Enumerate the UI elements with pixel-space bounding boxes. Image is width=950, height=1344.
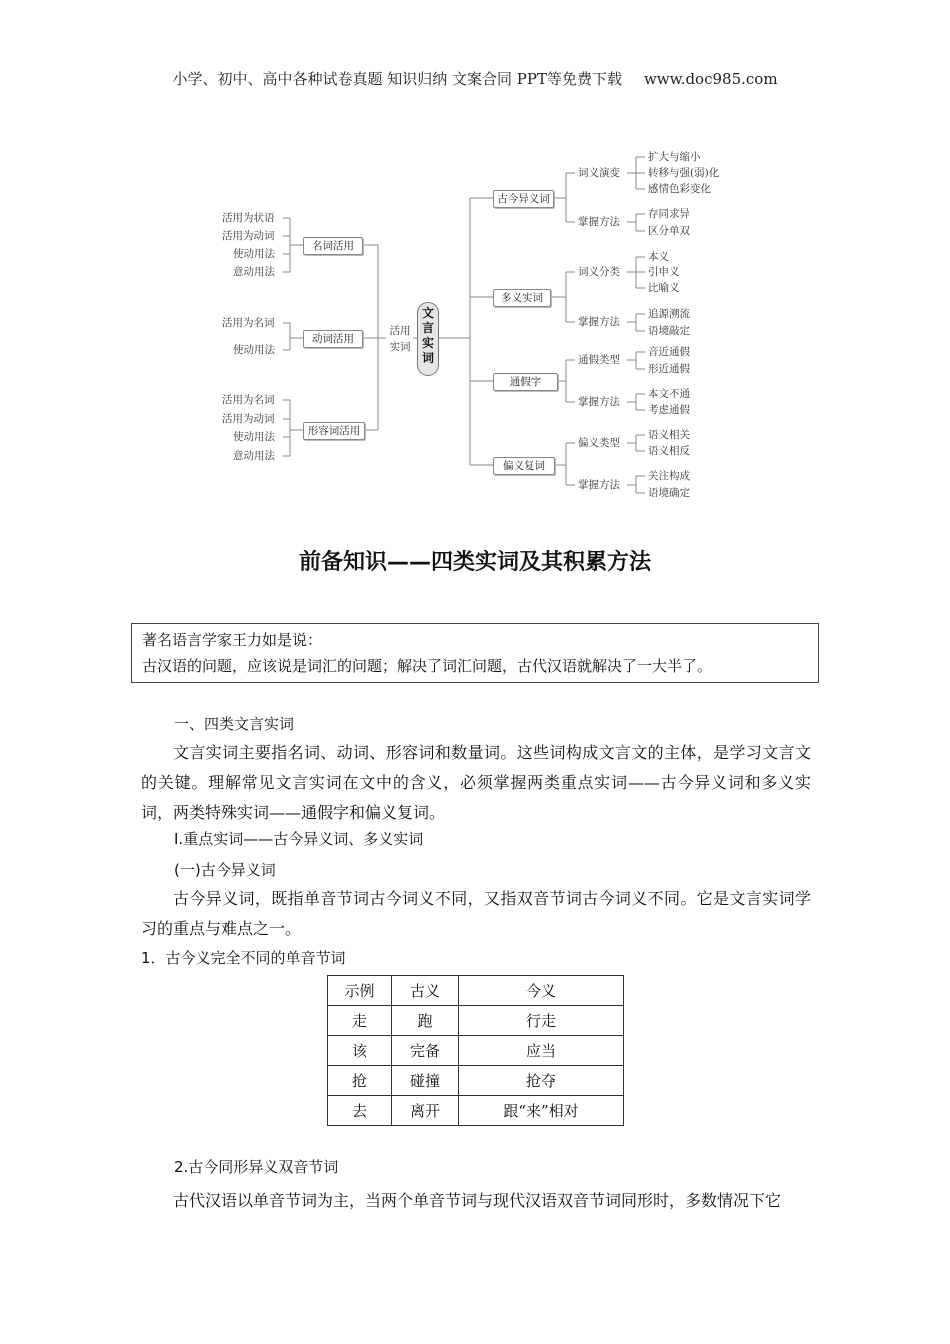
paragraph-1: 文言实词主要指名词、动词、形容词和数量词。这些词构成文言文的主体，是学习文言文的关键。理解常见文言实词在文中的含义，必须掌握两类重点实词——古今异义词和多义实词，两类特殊实词——通假字和偏义复词。 <box>141 743 811 822</box>
table-header-cell: 古义 <box>392 976 459 1006</box>
table-cell: 该 <box>328 1036 392 1066</box>
paragraph-3: 古代汉语以单音节词为主，当两个单音节词与现代汉语双音节词同形时，多数情况下它 <box>173 1191 782 1210</box>
mm-leaf: 使动用法 <box>233 248 275 260</box>
table-header-cell: 今义 <box>459 976 624 1006</box>
mm-sub: 词义分类 <box>578 266 620 278</box>
mm-sub: 通假类型 <box>578 354 620 366</box>
mm-sub: 偏义类型 <box>578 437 620 449</box>
mind-map <box>0 140 950 510</box>
mm-leaf: 关注构成 <box>648 470 690 482</box>
quote-line-1: 著名语言学家王力如是说： <box>142 631 323 649</box>
table-cell: 完备 <box>392 1036 459 1066</box>
sub-heading-4: 2.古今同形异义双音节词 <box>174 1158 339 1176</box>
mm-mid-label-2: 实词 <box>389 341 411 353</box>
mm-leaf: 区分单双 <box>648 225 690 237</box>
table-cell: 碰撞 <box>392 1066 459 1096</box>
mm-sub: 词义演变 <box>578 167 620 179</box>
mm-center-char: 词 <box>421 351 434 365</box>
mm-leaf: 形近通假 <box>648 363 690 375</box>
mm-group-box: 通假字 <box>493 373 558 391</box>
mm-center-char: 言 <box>421 321 434 335</box>
mm-sub: 掌握方法 <box>578 479 620 491</box>
header-text: 小学、初中、高中各种试卷真题 知识归纳 文案合同 PPT等免费下载 <box>172 70 622 88</box>
table-cell: 跟“来”相对 <box>459 1096 624 1126</box>
mm-leaf: 活用为状语 <box>222 212 275 224</box>
mm-leaf: 语境敲定 <box>648 325 690 337</box>
mm-group-box: 动词活用 <box>303 330 363 348</box>
page-header <box>0 68 950 89</box>
mm-leaf: 音近通假 <box>648 346 690 358</box>
mm-leaf: 使动用法 <box>233 344 275 356</box>
section-heading: 一、四类文言实词 <box>174 715 295 733</box>
mm-leaf: 考虑通假 <box>648 404 690 416</box>
mm-leaf: 活用为名词 <box>222 394 275 406</box>
sub-heading-2: (一)古今异义词 <box>174 861 276 879</box>
quote-line-2: 古汉语的问题，应该说是词汇的问题；解决了词汇问题，古代汉语就解决了一大半了。 <box>142 657 713 675</box>
sub-heading-3: 1．古今义完全不同的单音节词 <box>141 949 346 967</box>
mm-leaf: 存同求异 <box>648 208 690 220</box>
mm-group-box: 古今异义词 <box>493 190 554 208</box>
mm-center-char: 文 <box>421 306 434 320</box>
mm-leaf: 本义 <box>648 251 669 263</box>
mind-map-lines <box>0 140 950 510</box>
mm-sub: 掌握方法 <box>578 316 620 328</box>
table-row <box>328 1036 624 1066</box>
table-cell: 离开 <box>392 1096 459 1126</box>
page-title: 前备知识——四类实词及其积累方法 <box>298 550 651 575</box>
mm-leaf: 转移与强(弱)化 <box>648 167 720 179</box>
mm-sub: 掌握方法 <box>578 396 620 408</box>
table-row <box>328 1066 624 1096</box>
table-row <box>328 1096 624 1126</box>
mm-leaf: 语境确定 <box>648 487 690 499</box>
table-header-row <box>328 976 624 1006</box>
mm-leaf: 语义相关 <box>648 429 690 441</box>
table-cell: 抢夺 <box>459 1066 624 1096</box>
table-cell: 行走 <box>459 1006 624 1036</box>
table-cell: 抢 <box>328 1066 392 1096</box>
header-site[interactable]: www.doc985.com <box>643 70 778 88</box>
table-cell: 去 <box>328 1096 392 1126</box>
mm-leaf: 扩大与缩小 <box>648 151 701 163</box>
mm-center-node <box>417 302 439 376</box>
mm-leaf: 比喻义 <box>648 282 680 294</box>
mm-mid-label-1: 活用 <box>389 325 411 337</box>
table-cell: 应当 <box>459 1036 624 1066</box>
mm-leaf: 使动用法 <box>233 431 275 443</box>
sub-heading-1: Ⅰ.重点实词——古今异义词、多义实词 <box>174 830 424 848</box>
quote-box <box>131 623 819 683</box>
mm-leaf: 意动用法 <box>233 266 275 278</box>
mm-leaf: 追源溯流 <box>648 308 690 320</box>
mm-leaf: 本文不通 <box>648 388 690 400</box>
mm-group-box: 偏义复词 <box>493 457 555 475</box>
table-cell: 走 <box>328 1006 392 1036</box>
mm-group-box: 名词活用 <box>303 237 363 255</box>
mm-leaf: 引申义 <box>648 266 680 278</box>
mm-group-box: 多义实词 <box>493 289 551 307</box>
table-row <box>328 1006 624 1036</box>
word-table <box>327 975 624 1126</box>
mm-leaf: 意动用法 <box>233 450 275 462</box>
mm-leaf: 感情色彩变化 <box>648 183 711 195</box>
mm-leaf: 语义相反 <box>648 445 690 457</box>
mm-leaf: 活用为名词 <box>222 317 275 329</box>
paragraph-2: 古今异义词，既指单音节词古今词义不同，又指双音节词古今词义不同。它是文言实词学习的重点与难点之一。 <box>141 889 811 938</box>
mm-leaf: 活用为动词 <box>222 413 275 425</box>
table-cell: 跑 <box>392 1006 459 1036</box>
mm-leaf: 活用为动词 <box>222 230 275 242</box>
mm-center-char: 实 <box>421 336 434 350</box>
table-header-cell: 示例 <box>328 976 392 1006</box>
mm-sub: 掌握方法 <box>578 216 620 228</box>
mm-group-box: 形容词活用 <box>303 422 365 440</box>
